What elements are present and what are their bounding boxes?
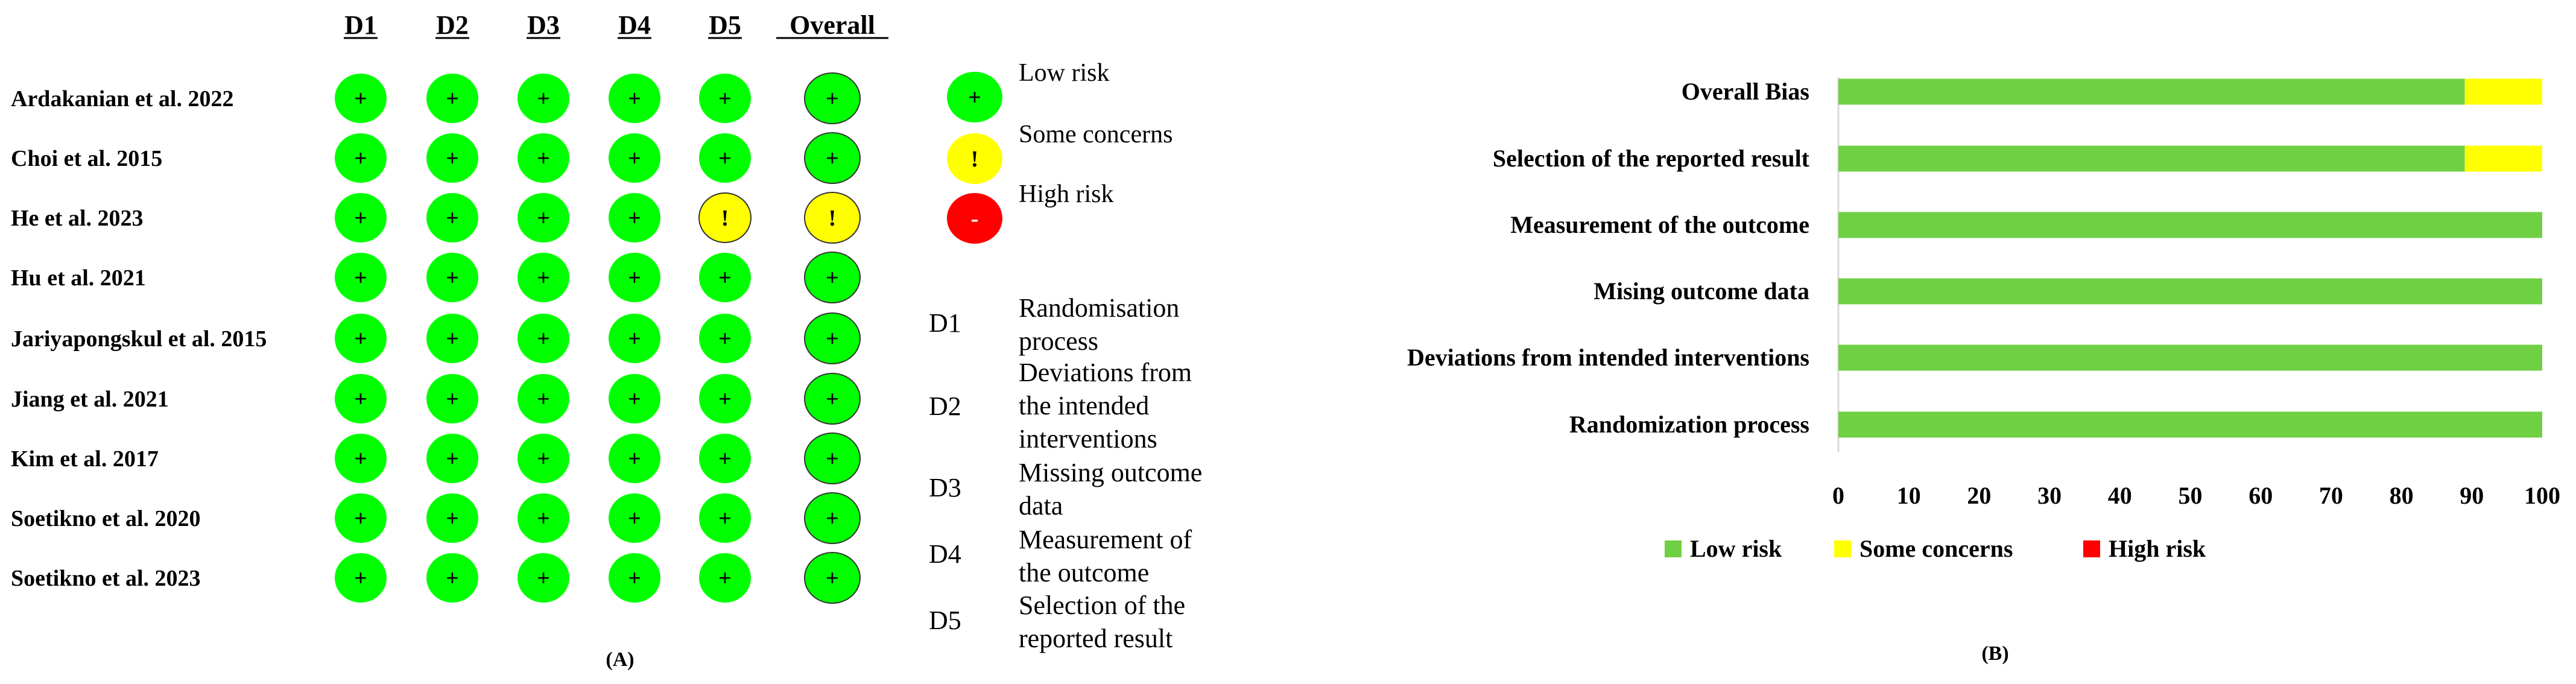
judgement-symbol: + xyxy=(354,506,367,531)
judgement-symbol: + xyxy=(537,566,550,591)
judgement-symbol: + xyxy=(628,506,641,531)
judgement-symbol: ! xyxy=(721,206,729,231)
judgement-symbol: + xyxy=(628,326,641,352)
legend-label: Low risk xyxy=(1690,535,1782,562)
judgement-symbol: + xyxy=(718,446,732,472)
judgement-symbol: + xyxy=(537,146,550,171)
judgement-cell xyxy=(517,553,569,603)
judgement-cell xyxy=(517,133,569,183)
judgement-cell xyxy=(609,74,660,123)
study-label: Choi et al. 2015 xyxy=(11,146,163,171)
judgement-cell xyxy=(335,74,387,123)
judgement-cell xyxy=(699,133,751,183)
domain-key-description: Measurement of xyxy=(1019,525,1192,554)
study-label: Ardakanian et al. 2022 xyxy=(11,86,234,112)
legend-label: High risk xyxy=(2109,535,2206,562)
domain-key-description: reported result xyxy=(1019,624,1173,653)
judgement-symbol: + xyxy=(537,326,550,352)
bar-segment xyxy=(2465,79,2542,105)
judgement-symbol: + xyxy=(718,566,732,591)
judgement-symbol: + xyxy=(537,86,550,112)
judgement-cell xyxy=(699,374,751,423)
judgement-symbol: + xyxy=(354,206,367,231)
x-tick-label: 70 xyxy=(2318,482,2343,509)
legend-swatch xyxy=(1665,540,1682,557)
judgement-cell xyxy=(609,253,660,302)
domain-key-description: Randomisation xyxy=(1019,293,1180,323)
judgement-symbol: + xyxy=(354,326,367,352)
x-tick-label: 20 xyxy=(1967,482,1992,509)
legend-symbol: ! xyxy=(970,147,979,172)
judgement-cell xyxy=(426,493,478,543)
bar-segment xyxy=(1838,412,2542,438)
judgement-cell xyxy=(426,374,478,423)
judgement-symbol: + xyxy=(446,387,459,412)
category-label: Selection of the reported result xyxy=(1492,145,1809,172)
judgement-cell xyxy=(426,253,478,302)
judgement-legend xyxy=(947,59,1172,244)
judgement-symbol: + xyxy=(446,206,459,231)
judgement-cell xyxy=(805,553,860,603)
judgement-cell xyxy=(805,493,860,543)
judgement-cell xyxy=(609,374,660,423)
judgement-cell xyxy=(699,193,751,242)
legend-symbol: + xyxy=(968,85,981,110)
x-tick-label: 0 xyxy=(1832,482,1844,509)
panel-a-caption: (A) xyxy=(606,648,635,671)
judgement-symbol: + xyxy=(718,265,732,291)
judgement-symbol: + xyxy=(354,446,367,472)
judgement-symbol: + xyxy=(354,146,367,171)
judgement-cell xyxy=(517,253,569,302)
judgement-symbol: + xyxy=(826,265,839,291)
x-tick-label: 30 xyxy=(2037,482,2062,509)
judgement-symbol: + xyxy=(718,326,732,352)
judgement-symbol: + xyxy=(718,506,732,531)
judgement-symbol: + xyxy=(354,387,367,412)
judgement-cell xyxy=(699,434,751,483)
judgement-symbol: + xyxy=(446,566,459,591)
x-tick-label: 40 xyxy=(2107,482,2132,509)
domain-header: Overall xyxy=(790,10,875,40)
category-label: Randomization process xyxy=(1569,411,1809,438)
domain-header: D3 xyxy=(527,10,560,40)
judgement-symbol: ! xyxy=(828,206,837,231)
judgement-cell xyxy=(335,253,387,302)
domain-key xyxy=(929,293,1202,653)
judgement-symbol: + xyxy=(628,146,641,171)
x-tick-label: 60 xyxy=(2248,482,2273,509)
domain-key-description: process xyxy=(1019,326,1098,356)
judgement-cell xyxy=(805,73,860,124)
judgement-symbol: + xyxy=(718,387,732,412)
bar-segment xyxy=(1838,279,2542,305)
judgement-symbol: + xyxy=(354,86,367,112)
judgement-symbol: + xyxy=(826,326,839,352)
domain-header: D5 xyxy=(709,10,741,40)
legend-swatch xyxy=(1834,540,1851,557)
domain-header: D2 xyxy=(436,10,469,40)
domain-key-description: interventions xyxy=(1019,424,1157,454)
category-label: Overall Bias xyxy=(1681,78,1809,105)
judgement-cell xyxy=(335,314,387,363)
domain-key-description: data xyxy=(1019,491,1063,521)
judgement-cell xyxy=(335,374,387,423)
judgement-cell xyxy=(609,434,660,483)
domain-key-description: the intended xyxy=(1019,391,1150,420)
judgement-symbol: + xyxy=(446,146,459,171)
judgement-cell xyxy=(335,193,387,242)
judgement-symbol: + xyxy=(537,446,550,472)
judgement-symbol: + xyxy=(628,387,641,412)
bar-segment xyxy=(1838,212,2542,238)
judgement-symbol: + xyxy=(628,265,641,291)
study-labels xyxy=(11,86,267,591)
judgement-symbol: + xyxy=(354,265,367,291)
judgement-symbol: + xyxy=(628,446,641,472)
domain-key-code: D4 xyxy=(929,539,961,569)
judgement-symbol: + xyxy=(826,146,839,171)
judgement-symbol: + xyxy=(826,86,839,112)
judgement-cell xyxy=(805,373,860,424)
judgement-symbol: + xyxy=(628,566,641,591)
judgement-grid xyxy=(335,73,860,603)
judgement-cell xyxy=(609,133,660,183)
x-tick-label: 10 xyxy=(1896,482,1921,509)
study-label: Hu et al. 2021 xyxy=(11,265,146,291)
bar-segment xyxy=(1838,345,2542,371)
domain-header: D4 xyxy=(618,10,651,40)
judgement-cell xyxy=(699,553,751,603)
domain-key-code: D2 xyxy=(929,391,961,421)
domain-headers xyxy=(344,10,888,40)
category-label: Measurement of the outcome xyxy=(1510,211,1809,238)
study-label: Soetikno et al. 2020 xyxy=(11,506,201,531)
study-label: He et al. 2023 xyxy=(11,206,144,231)
judgement-symbol: + xyxy=(446,265,459,291)
panel-b-caption: (B) xyxy=(1981,642,2009,665)
judgement-cell xyxy=(426,193,478,242)
judgement-cell xyxy=(517,374,569,423)
judgement-symbol: + xyxy=(826,446,839,472)
bar-segment xyxy=(1838,79,2465,105)
judgement-cell xyxy=(699,253,751,302)
judgement-cell xyxy=(699,314,751,363)
legend-label: Some concerns xyxy=(1019,121,1173,148)
legend-label: High risk xyxy=(1019,180,1114,208)
judgement-cell xyxy=(517,193,569,242)
judgement-symbol: + xyxy=(718,146,732,171)
judgement-cell xyxy=(335,553,387,603)
domain-key-code: D5 xyxy=(929,606,961,635)
domain-key-description: Deviations from xyxy=(1019,358,1192,387)
x-tick-label: 90 xyxy=(2460,482,2484,509)
judgement-symbol: + xyxy=(826,506,839,531)
judgement-symbol: + xyxy=(718,86,732,112)
judgement-cell xyxy=(426,553,478,603)
domain-key-code: D3 xyxy=(929,473,961,502)
domain-key-description: the outcome xyxy=(1019,558,1150,587)
judgement-cell xyxy=(609,314,660,363)
judgement-symbol: + xyxy=(446,86,459,112)
judgement-cell xyxy=(517,314,569,363)
judgement-symbol: + xyxy=(354,566,367,591)
x-tick-label: 50 xyxy=(2178,482,2203,509)
judgement-cell xyxy=(426,74,478,123)
judgement-cell xyxy=(609,553,660,603)
legend-label: Some concerns xyxy=(1859,535,2013,562)
x-tick-labels xyxy=(1832,482,2560,509)
judgement-cell xyxy=(805,313,860,364)
judgement-symbol: + xyxy=(537,206,550,231)
domain-key-description: Missing outcome xyxy=(1019,458,1203,487)
judgement-cell xyxy=(699,74,751,123)
judgement-symbol: + xyxy=(628,206,641,231)
x-tick-label: 80 xyxy=(2389,482,2414,509)
bar-segment xyxy=(1838,146,2465,172)
judgement-cell xyxy=(805,133,860,183)
study-label: Jiang et al. 2021 xyxy=(11,387,169,412)
domain-header: D1 xyxy=(344,10,377,40)
judgement-cell xyxy=(335,434,387,483)
judgement-symbol: + xyxy=(537,506,550,531)
category-label: Mising outcome data xyxy=(1593,277,1809,305)
judgement-cell xyxy=(335,493,387,543)
traffic-light-panel xyxy=(11,10,1202,671)
judgement-symbol: + xyxy=(826,566,839,591)
summary-bar-panel xyxy=(1407,77,2560,665)
x-tick-label: 100 xyxy=(2524,482,2560,509)
category-label: Deviations from intended interventions xyxy=(1407,344,1809,371)
judgement-cell xyxy=(517,74,569,123)
study-label: Soetikno et al. 2023 xyxy=(11,566,201,591)
legend-swatch xyxy=(2083,540,2100,557)
category-labels xyxy=(1407,78,1810,438)
judgement-cell xyxy=(335,133,387,183)
domain-key-description: Selection of the xyxy=(1019,591,1186,620)
judgement-cell xyxy=(517,434,569,483)
bar-legend xyxy=(1665,535,2206,562)
judgement-cell xyxy=(426,133,478,183)
legend-label: Low risk xyxy=(1019,59,1110,87)
judgement-symbol: + xyxy=(537,265,550,291)
judgement-cell xyxy=(805,192,860,243)
study-label: Jariyapongskul et al. 2015 xyxy=(11,326,267,352)
judgement-cell xyxy=(609,493,660,543)
legend-symbol: - xyxy=(970,206,979,232)
judgement-cell xyxy=(517,493,569,543)
judgement-cell xyxy=(805,433,860,484)
study-label: Kim et al. 2017 xyxy=(11,446,159,472)
judgement-symbol: + xyxy=(446,326,459,352)
judgement-cell xyxy=(426,434,478,483)
judgement-symbol: + xyxy=(628,86,641,112)
judgement-symbol: + xyxy=(826,387,839,412)
bar-segment xyxy=(2465,146,2542,172)
judgement-symbol: + xyxy=(446,506,459,531)
judgement-symbol: + xyxy=(446,446,459,472)
judgement-cell xyxy=(805,252,860,303)
judgement-symbol: + xyxy=(537,387,550,412)
judgement-cell xyxy=(426,314,478,363)
judgement-cell xyxy=(609,193,660,242)
stacked-bars xyxy=(1838,79,2542,438)
domain-key-code: D1 xyxy=(929,308,961,338)
judgement-cell xyxy=(699,493,751,543)
